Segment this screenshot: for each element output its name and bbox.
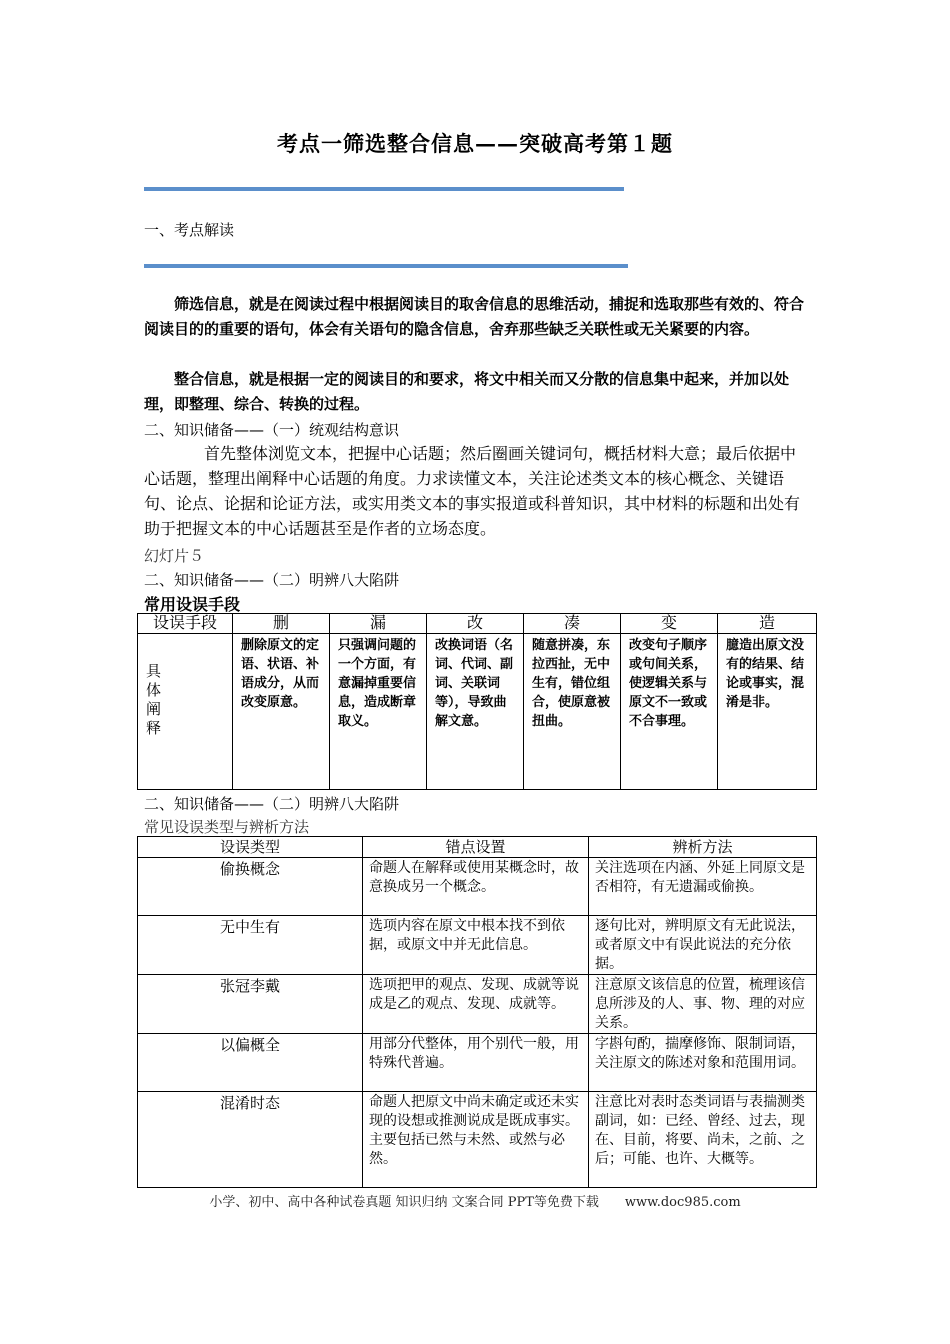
table2-header-cell: 设误类型 xyxy=(138,837,363,858)
table1-caption: 常用设误手段 xyxy=(144,595,241,614)
error-type: 无中生有 xyxy=(138,916,363,975)
table1-header-cell: 改 xyxy=(427,614,524,634)
table1-header-cell: 删 xyxy=(233,614,330,634)
table1-header-cell: 凑 xyxy=(524,614,621,634)
table-row xyxy=(138,858,817,916)
table2-header-cell: 错点设置 xyxy=(363,837,589,858)
paragraph-structure: 首先整体浏览文本，把握中心话题；然后圈画关键词句，概括材料大意；最后依据中心话题，整理出阐释中心话题的角度。力求读懂文本，关注论述类文本的核心概念、关键语句、论点、论据和论证方法，或实用类文本的事实报道或科普知识，其中材料的标题和出处有助于把握文本的中心话题甚至是作者的立场态度。 xyxy=(144,444,801,538)
error-type: 偷换概念 xyxy=(138,858,363,916)
table-row xyxy=(138,916,817,975)
table1-row-header-text: 具体阐释 xyxy=(146,662,162,737)
analysis-method: 关注选项在内涵、外延上同原文是否相符，有无遗漏或偷换。 xyxy=(589,858,817,916)
table-row xyxy=(138,1092,817,1188)
error-setting: 命题人把原文中尚未确定或还未实现的设想或推测说成是既成事实。主要包括已然与未然、或然与必然。 xyxy=(363,1092,589,1188)
error-setting: 选项把甲的观点、发现、成就等说成是乙的观点、发现、成就等。 xyxy=(363,975,589,1034)
table1-header-cell: 设误手段 xyxy=(138,614,233,634)
table1-row-header xyxy=(138,634,233,790)
analysis-method: 逐句比对，辨明原文有无此说法，或者原文中有误此说法的充分依据。 xyxy=(589,916,817,975)
error-types-table xyxy=(137,836,817,1188)
table1-cell: 臆造出原文没有的结果、结论或事实，混淆是非。 xyxy=(718,634,817,790)
section-heading-2a: 二、知识储备——（一）统观结构意识 xyxy=(144,421,400,439)
analysis-method: 字斟句酌，揣摩修饰、限制词语，关注原文的陈述对象和范围用词。 xyxy=(589,1034,817,1092)
page-title: 考点一筛选整合信息——突破高考第１题 xyxy=(277,131,673,156)
paragraph-integration: 整合信息，就是根据一定的阅读目的和要求，将文中相关而又分散的信息集中起来，并加以处理，即整理、综合、转换的过程。 xyxy=(144,370,790,413)
section-heading-2b: 二、知识储备——（二）明辨八大陷阱 xyxy=(144,571,400,589)
analysis-method: 注意原文该信息的位置，梳理该信息所涉及的人、事、物、理的对应关系。 xyxy=(589,975,817,1034)
table1-cell: 随意拼凑，东拉西扯，无中生有，错位组合，使原意被扭曲。 xyxy=(524,634,621,790)
section-heading-1: 一、考点解读 xyxy=(144,221,235,239)
table1-cell: 删除原文的定语、状语、补语成分，从而改变原意。 xyxy=(233,634,330,790)
table2-header-cell: 辨析方法 xyxy=(589,837,817,858)
error-type: 以偏概全 xyxy=(138,1034,363,1092)
table2-caption: 常见设误类型与辨析方法 xyxy=(144,818,310,836)
page-footer: 小学、初中、高中各种试卷真题 知识归纳 文案合同 PPT等免费下载 www.doc985.com xyxy=(209,1195,741,1210)
paragraph-screening: 筛选信息，就是在阅读过程中根据阅读目的取舍信息的思维活动，捕捉和选取那些有效的、符合阅读目的的重要的语句，体会有关语句的隐含信息，舍弃那些缺乏关联性或无关紧要的内容。 xyxy=(144,295,805,338)
error-type: 混淆时态 xyxy=(138,1092,363,1188)
table2-header-row xyxy=(138,837,817,858)
error-setting: 命题人在解释或使用某概念时，故意换成另一个概念。 xyxy=(363,858,589,916)
table1-header-cell: 造 xyxy=(718,614,817,634)
error-setting: 用部分代整体，用个别代一般，用特殊代普遍。 xyxy=(363,1034,589,1092)
section-heading-2c: 二、知识储备——（二）明辨八大陷阱 xyxy=(144,795,400,813)
table1-header-row xyxy=(138,614,817,634)
table1-header-cell: 变 xyxy=(621,614,718,634)
table-row xyxy=(138,975,817,1034)
error-setting: 选项内容在原文中根本找不到依据，或原文中并无此信息。 xyxy=(363,916,589,975)
error-type: 张冠李戴 xyxy=(138,975,363,1034)
table1-cell: 改变句子顺序或句间关系，使逻辑关系与原文不一致或不合事理。 xyxy=(621,634,718,790)
table-row xyxy=(138,1034,817,1092)
error-methods-table xyxy=(137,613,817,790)
title-divider xyxy=(144,187,624,191)
slide-label: 幻灯片５ xyxy=(144,547,205,565)
table1-cell: 只强调问题的一个方面，有意漏掉重要信息，造成断章取义。 xyxy=(330,634,427,790)
section-divider xyxy=(144,264,628,268)
table1-header-cell: 漏 xyxy=(330,614,427,634)
table1-cell: 改换词语（名词、代词、副词、关联词等），导致曲解文意。 xyxy=(427,634,524,790)
table1-body-row xyxy=(138,634,817,790)
analysis-method: 注意比对表时态类词语与表揣测类副词，如：已经、曾经、过去，现在、目前，将要、尚未，之前、之后；可能、也许、大概等。 xyxy=(589,1092,817,1188)
